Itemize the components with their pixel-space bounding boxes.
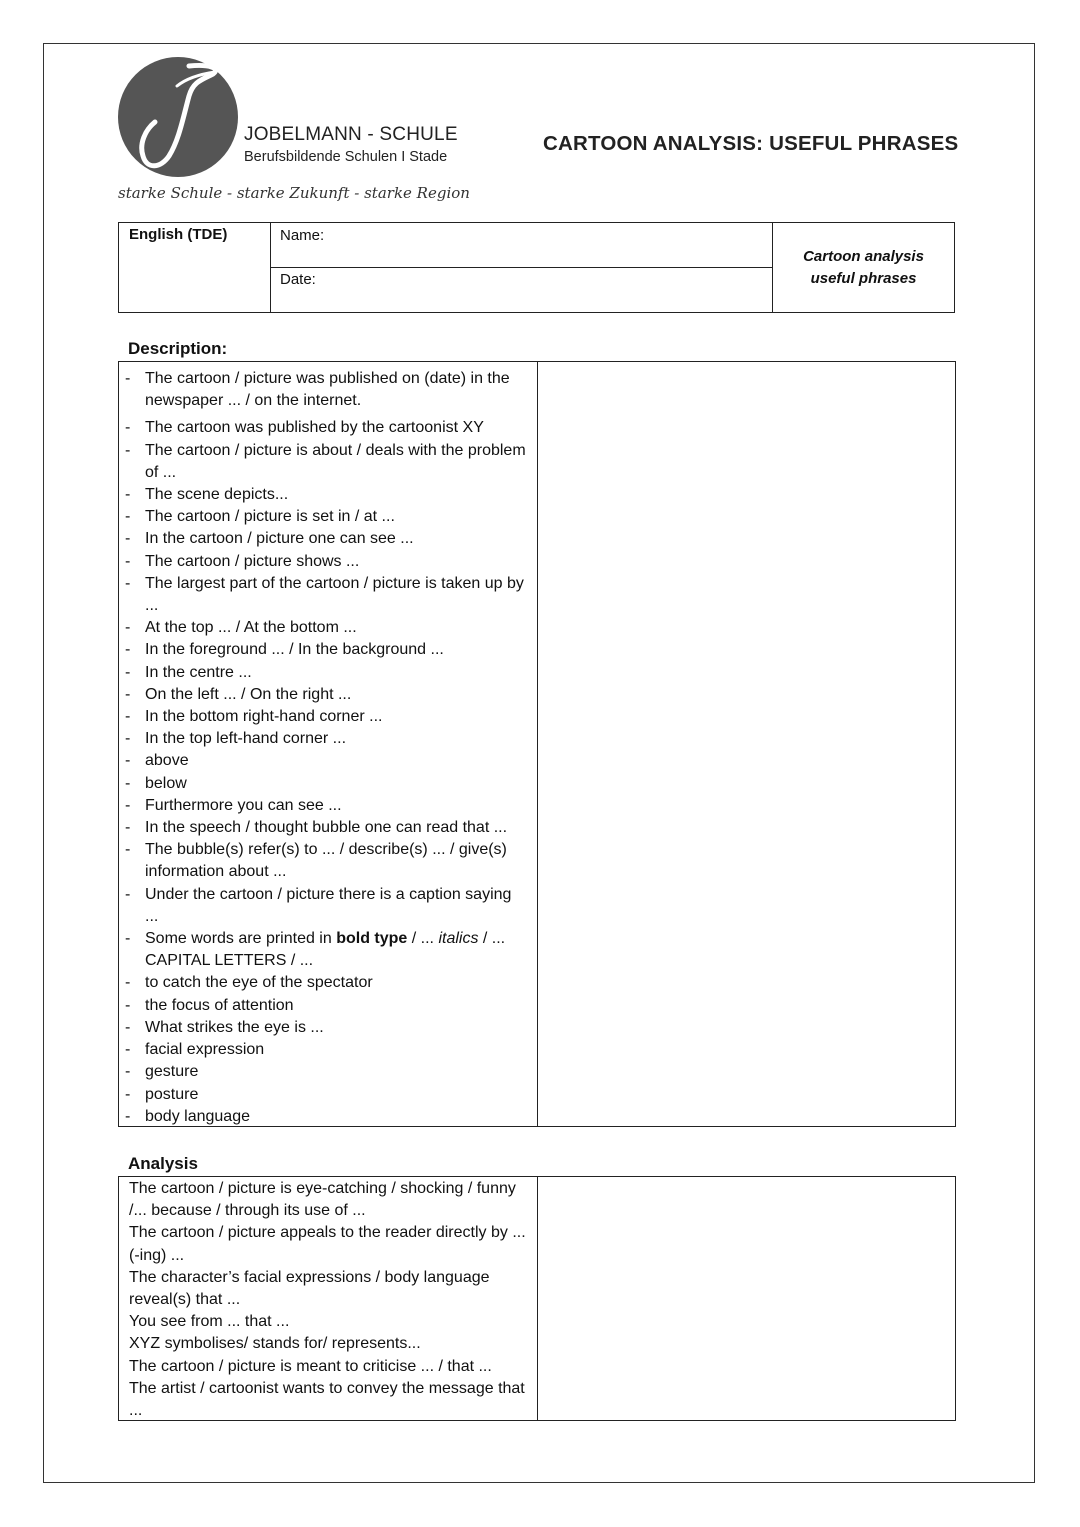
list-item: - In the bottom right-hand corner ... bbox=[119, 706, 529, 728]
list-item: - below bbox=[119, 773, 529, 795]
school-subtitle: Berufsbildende Schulen I Stade bbox=[244, 149, 448, 165]
description-box bbox=[118, 361, 956, 1127]
name-field[interactable]: Name: bbox=[280, 227, 325, 244]
info-table bbox=[118, 222, 955, 313]
list-item: - The cartoon was published by the cartoonist XY bbox=[119, 417, 529, 439]
column-divider bbox=[537, 1177, 538, 1420]
analysis-item: The cartoon / picture is eye-catching / shocking / funny /... because / through its use of ... bbox=[129, 1180, 516, 1220]
list-item: - The cartoon / picture was published on (date) in the newspaper ... / on the internet. bbox=[119, 368, 529, 412]
table-divider bbox=[270, 267, 772, 268]
list-item: - In the foreground ... / In the background ... bbox=[119, 639, 529, 661]
typography-text-middle: / ... bbox=[407, 930, 439, 948]
document-title: CARTOON ANALYSIS: USEFUL PHRASES bbox=[543, 132, 959, 155]
list-item: - In the top left-hand corner ... bbox=[119, 728, 529, 750]
typography-bold: bold type bbox=[336, 930, 408, 948]
typography-text-after: / ... CAPITAL LETTERS / ... bbox=[145, 930, 506, 970]
analysis-heading: Analysis bbox=[128, 1154, 198, 1173]
list-item: - above bbox=[119, 750, 529, 772]
typography-italic: italics bbox=[438, 930, 479, 948]
list-item: - Furthermore you can see ... bbox=[119, 795, 529, 817]
list-item: - The scene depicts... bbox=[119, 484, 529, 506]
list-item: - At the top ... / At the bottom ... bbox=[119, 617, 529, 639]
school-name: JOBELMANN - SCHULE bbox=[244, 124, 458, 145]
analysis-box bbox=[118, 1176, 956, 1421]
list-item: - The cartoon / picture is set in / at ... bbox=[119, 506, 529, 528]
list-item: - In the speech / thought bubble one can read that ... bbox=[119, 817, 529, 839]
date-field[interactable]: Date: bbox=[280, 271, 316, 288]
list-item-typography bbox=[119, 928, 529, 972]
list-item: - gesture bbox=[119, 1061, 529, 1083]
analysis-item: You see from ... that ... bbox=[129, 1313, 290, 1331]
list-item: - In the cartoon / picture one can see ... bbox=[119, 528, 529, 550]
school-logo-icon bbox=[117, 56, 239, 178]
list-item: - The largest part of the cartoon / picture is taken up by ... bbox=[119, 573, 529, 617]
side-label bbox=[773, 223, 954, 312]
list-item: - What strikes the eye is ... bbox=[119, 1017, 529, 1039]
school-motto: starke Schule - starke Zukunft - starke Region bbox=[118, 184, 470, 202]
list-item: - the focus of attention bbox=[119, 995, 529, 1017]
analysis-item: The artist / cartoonist wants to convey the message that ... bbox=[129, 1379, 525, 1420]
description-heading: Description: bbox=[128, 339, 228, 358]
list-item: - The bubble(s) refer(s) to ... / describe(s) ... / give(s) information about ... bbox=[119, 839, 529, 883]
list-item: - to catch the eye of the spectator bbox=[119, 972, 529, 994]
analysis-item: XYZ symbolises/ stands for/ represents... bbox=[129, 1335, 421, 1353]
list-item: - body language bbox=[119, 1106, 529, 1128]
analysis-item: The character’s facial expressions / body language reveal(s) that ... bbox=[129, 1268, 490, 1309]
column-divider bbox=[537, 362, 538, 1126]
typography-text-before: Some words are printed in bbox=[145, 930, 337, 948]
list-item: - The cartoon / picture is about / deals with the problem of ... bbox=[119, 440, 529, 484]
analysis-item: The cartoon / picture appeals to the reader directly by ... (-ing) ... bbox=[129, 1224, 526, 1264]
list-item: - In the centre ... bbox=[119, 662, 529, 684]
list-item: - Under the cartoon / picture there is a caption saying ... bbox=[119, 884, 529, 928]
description-list bbox=[119, 368, 529, 1128]
list-item: - The cartoon / picture shows ... bbox=[119, 551, 529, 573]
analysis-item: The cartoon / picture is meant to criticise ... / that ... bbox=[129, 1357, 492, 1375]
list-item: - posture bbox=[119, 1084, 529, 1106]
list-item: - On the left ... / On the right ... bbox=[119, 684, 529, 706]
list-item: - facial expression bbox=[119, 1039, 529, 1061]
subject-label: English (TDE) bbox=[129, 226, 228, 243]
side-label-line2: useful phrases bbox=[810, 269, 917, 287]
side-label-line1: Cartoon analysis bbox=[803, 247, 924, 265]
analysis-list bbox=[129, 1178, 529, 1422]
